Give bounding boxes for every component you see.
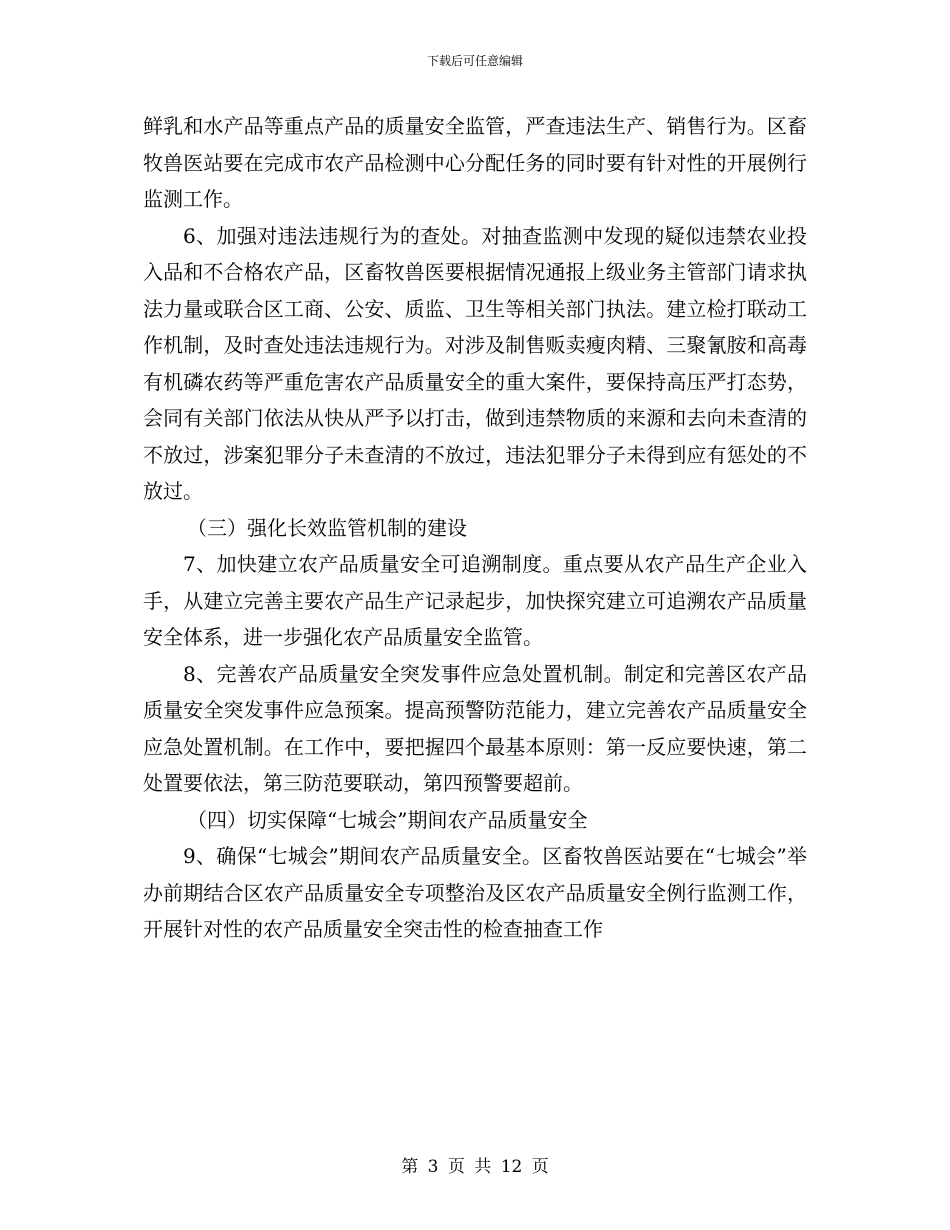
paragraph-continuation: 鲜乳和水产品等重点产品的质量安全监管，严查违法生产、销售行为。区畜牧兽医站要在完成市农产品检测中心分配任务的同时要有针对性的开展例行监测工作。 — [143, 114, 807, 211]
paragraph-item-8: 8、完善农产品质量安全突发事件应急处置机制。制定和完善区农产品质量安全突发事件应急预案。提高预警防范能力，建立完善农产品质量安全应急处置机制。在工作中，要把握四个最基本原则：第一反应要快速，第二处置要依法，第三防范要联动，第四预警要超前。 — [143, 661, 807, 795]
page-number-footer: 第 3 页 共 12 页 — [401, 1157, 549, 1177]
section-heading-3: （三）强化长效监管机制的建设 — [187, 515, 467, 540]
document-body — [143, 108, 807, 948]
paragraph-item-6: 6、加强对违法违规行为的查处。对抽查监测中发现的疑似违禁农业投入品和不合格农产品，区畜牧兽医要根据情况通报上级业务主管部门请求执法力量或联合区工商、公安、质监、卫生等相关部门执法。建立检打联动工作机制，及时查处违法违规行为。对涉及制售贩卖瘦肉精、三聚氰胺和高毒有机磷农药等严重危害农产品质量安全的重大案件，要保持高压严打态势，会同有关部门依法从快从严予以打击，做到违禁物质的来源和去向未查清的不放过，涉案犯罪分子未查清的不放过，违法犯罪分子未得到应有惩处的不放过。 — [143, 223, 807, 503]
paragraph-item-7: 7、加快建立农产品质量安全可追溯制度。重点要从农产品生产企业入手，从建立完善主要农产品生产记录起步，加快探究建立可追溯农产品质量安全体系，进一步强化农产品质量安全监管。 — [143, 552, 807, 649]
section-heading-4: （四）切实保障“七城会”期间农产品质量安全 — [187, 807, 588, 832]
paragraph-item-9: 9、确保“七城会”期间农产品质量安全。区畜牧兽医站要在“七城会”举办前期结合区农产品质量安全专项整治及区农产品质量安全例行监测工作，开展针对性的农产品质量安全突击性的检查抽查工作 — [143, 844, 807, 941]
page-header-note: 下载后可任意编辑 — [426, 54, 523, 68]
